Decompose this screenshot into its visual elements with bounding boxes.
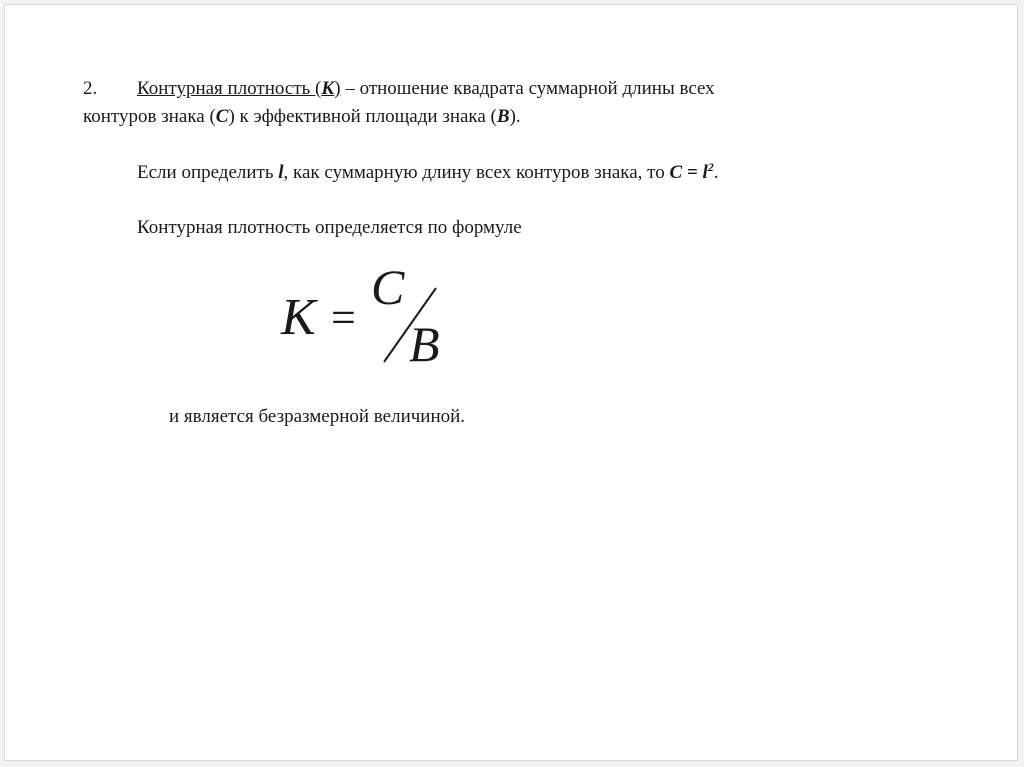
definition-line-2 — [83, 103, 521, 131]
line2-end: ). — [509, 106, 521, 127]
term-close: ) — [334, 78, 341, 99]
formula-numerator: C — [371, 270, 405, 315]
symbol-l: l — [278, 162, 284, 183]
p2-end: . — [713, 162, 719, 183]
p2-exponent: 2 — [707, 160, 714, 174]
item-number: 2. — [83, 78, 98, 99]
formula-lhs: K — [281, 289, 316, 346]
formula-denominator: B — [409, 316, 440, 372]
p2-formula: С = l — [669, 162, 708, 183]
paragraph-if-define — [137, 159, 719, 187]
slide-page — [4, 4, 1018, 761]
line2-mid: ) к эффективной площади знака ( — [228, 106, 497, 127]
line2-start: контуров знака ( — [83, 106, 216, 127]
p2-start: Если определить — [137, 162, 279, 183]
p2-mid: , как суммарную длину всех контуров знака, то — [283, 162, 670, 183]
term-link — [137, 78, 341, 99]
formula-equals: = — [331, 293, 356, 342]
definition-rest: – отношение квадрата суммарной длины всех — [340, 78, 715, 99]
paragraph-formula-intro: Контурная плотность определяется по формуле — [137, 217, 522, 238]
term-text: Контурная плотность ( — [137, 78, 322, 99]
paragraph-dimensionless: и является безразмерной величиной. — [169, 406, 466, 427]
formula-k-equals-c-over-b — [275, 270, 475, 380]
symbol-c: С — [215, 106, 229, 127]
definition-line-1 — [137, 75, 715, 103]
symbol-b: В — [496, 106, 510, 127]
term-symbol-k: К — [321, 78, 335, 99]
